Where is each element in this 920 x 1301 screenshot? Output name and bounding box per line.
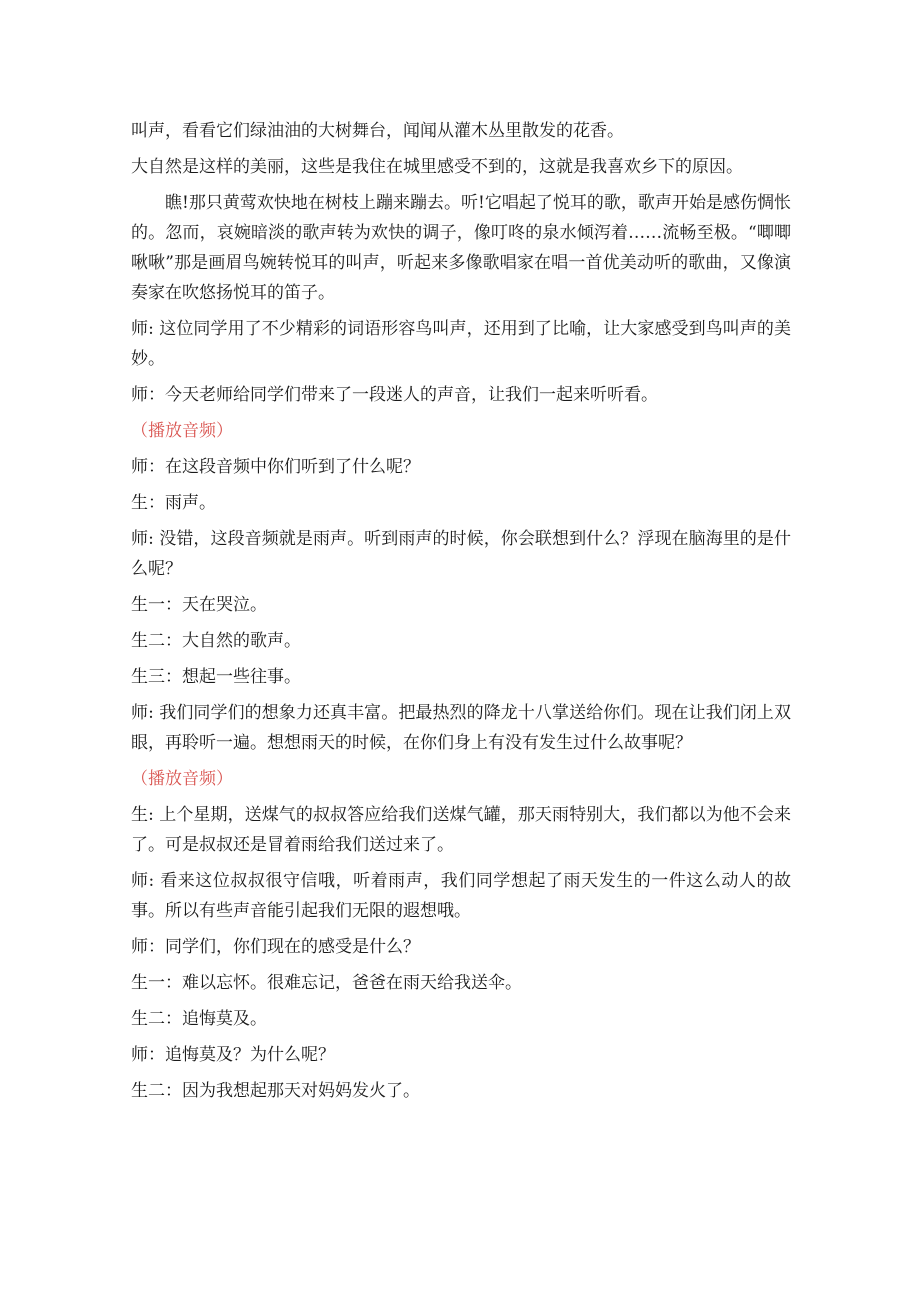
stage-direction: （播放音频） (131, 421, 233, 441)
paragraph: 叫声，看看它们绿油油的大树舞台，闻闻从灌木丛里散发的花香。 (131, 121, 624, 141)
paragraph: 师：追悔莫及？为什么呢？ (131, 1045, 335, 1065)
paragraph: 师: 没错，这段音频就是雨声。听到雨声的时候，你会联想到什么？浮现在脑海里的是什么呢？ (131, 529, 791, 579)
paragraph: 生: 上个星期，送煤气的叔叔答应给我们送煤气罐，那天雨特别大，我们都以为他不会来了。可是叔叔还是冒着雨给我们送过来了。 (131, 805, 791, 855)
paragraph: 生一：天在哭泣。 (131, 595, 267, 615)
paragraph: 生一：难以忘怀。很难忘记，爸爸在雨天给我送伞。 (131, 973, 522, 993)
paragraph: 瞧!那只黄莺欢快地在树枝上蹦来蹦去。听!它唱起了悦耳的歌，歌声开始是感伤惆怅的。忽而，哀婉暗淡的歌声转为欢快的调子，像叮咚的泉水倾泻着……流畅至极。“唧唧啾啾”那是画眉鸟婉转悦耳的叫声，听起来多像歌唱家在唱一首优美动听的歌曲，又像演奏家在吹悠扬悦耳的笛子。 (131, 193, 791, 303)
paragraph: 师: 我们同学们的想象力还真丰富。把最热烈的降龙十八掌送给你们。现在让我们闭上双眼，再聆听一遍。想想雨天的时候，在你们身上有没有发生过什么故事呢？ (131, 703, 791, 753)
paragraph: 生三：想起一些往事。 (131, 667, 301, 687)
paragraph: 师: 看来这位叔叔很守信哦，听着雨声，我们同学想起了雨天发生的一件这么动人的故事。所以有些声音能引起我们无限的遐想哦。 (131, 871, 791, 921)
paragraph: 生二：追悔莫及。 (131, 1009, 267, 1029)
paragraph: 生二：大自然的歌声。 (131, 631, 301, 651)
paragraph: 师: 这位同学用了不少精彩的词语形容鸟叫声，还用到了比喻，让大家感受到鸟叫声的美妙。 (131, 319, 791, 369)
paragraph: 师：在这段音频中你们听到了什么呢？ (131, 457, 420, 477)
paragraph: 大自然是这样的美丽，这些是我住在城里感受不到的，这就是我喜欢乡下的原因。 (131, 157, 743, 177)
stage-direction: （播放音频） (131, 769, 233, 789)
document-body (131, 116, 791, 1112)
paragraph: 生二：因为我想起那天对妈妈发火了。 (131, 1081, 420, 1101)
paragraph: 师：同学们，你们现在的感受是什么？ (131, 937, 420, 957)
paragraph: 生：雨声。 (131, 493, 216, 513)
paragraph: 师：今天老师给同学们带来了一段迷人的声音，让我们一起来听听看。 (131, 385, 658, 405)
